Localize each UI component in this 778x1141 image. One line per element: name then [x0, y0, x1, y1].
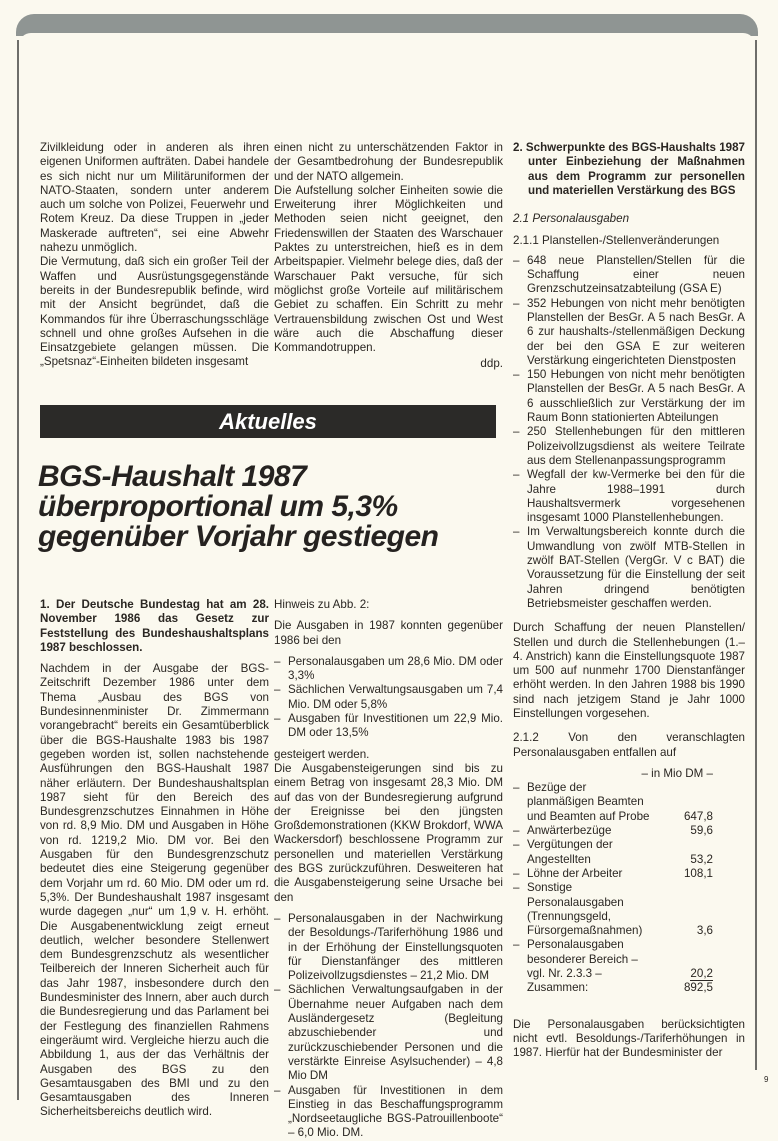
subsection-heading: 2.1.1 Planstellen-/Stellenveränderungen — [513, 234, 720, 248]
table-label: – Vergütungen der Angestellten — [513, 838, 653, 867]
position-changes-list — [513, 254, 745, 611]
table-value: 108,1 — [683, 866, 713, 880]
page-frame-left-rule — [17, 40, 19, 1100]
list-item: – Ausgaben für Investitionen in dem Einstieg in das Beschaffungsprogramm „Nordseetaugliche BGS-Patrouillenboote“ – 6,0 Mio. DM. — [274, 1084, 503, 1141]
section-banner: Aktuelles — [40, 405, 496, 438]
personnel-expenses-table — [513, 781, 713, 995]
paragraph: Die Aufstellung solcher Einheiten sowie die Erweiterung ihrer Möglichkeiten und Methoden seien nicht geeignet, den Friedenswillen der Staaten des Warschauer Paktes zu unterstreichen, hieß es in dem Arbeitspapier. Vielmehr belege dies, daß der Warschauer Pakt versuche, für sich möglichst große Vorteile auf militärischem Gebiet zu schaffen. Ein Schritt zu mehr Vertrauensbildung zwischen Ost und West wäre auch die Abschaffung dieser Kommandotruppen. — [274, 183, 503, 355]
headline-line: überproportional um 5,3% — [38, 490, 398, 523]
table-value: 3,6 — [696, 924, 713, 938]
total-label: Zusammen: — [527, 981, 589, 995]
cause-list — [274, 912, 503, 1141]
unit-label: – in Mio DM – — [641, 766, 713, 780]
paragraph: Nachdem in der Ausgabe der BGS-Zeitschrift Dezember 1986 unter dem Thema „Ausbau des BGS von Bundesinnenminister Dr. Zimmermann vorangebracht“ bereits ein Gesamtüberblick über die BGS-Haushalte 1983 bis 1987 gegeben worden ist, sollen nachstehende Ausführungen den BGS-Haushalt 1987 näher erläutern. Der Bundeshaushaltsplan 1987 sieht für den Bereich des Bundesgrenzschutzes Einnahmen in Höhe von rd. 8,9 Mio. DM und Ausgaben in Höhe von rd. 1219,2 Mio. DM vor. Bei den Ausgaben für den Bundesgrenzschutz bedeutet dies eine Steigerung gegenüber dem Vorjahr um rd. 60 Mio. DM oder um rd. 5,3%. Der Bundeshaushalt 1987 insgesamt wurde dagegen „nur“ um 1,9 v. H. erhöht. Die Ausgabenentwicklung zeigt erneut deutlich, welcher besondere Stellenwert dem Bundesgrenzschutz als wesentlicher Teilbereich der Inneren Sicherheit auch für das Jahr 1987, insbesondere durch den Bundesminister des Innern, aber auch durch die Bundesregierung und das Parlament bei der Festlegung des finanziellen Rahmens eingeräumt wird. Vergleiche hierzu auch die Abbildung 1, aus der das Verhältnis der Ausgaben des BGS zu den Gesamtausgaben des BMI und zu den Gesamtausgaben des Inneren Sicherheitsbereichs deutlich wird. — [40, 662, 269, 1119]
list-item: – Wegfall der kw-Vermerke bei den für die Jahre 1988–1991 durch Haushaltsvermerk vorgesehenen insgesamt 1000 Planstellenhebungen. — [513, 468, 745, 525]
hint-list — [274, 655, 503, 741]
list-item: – Sächlichen Verwaltungsaufgaben in der Übernahme neuer Aufgaben nach dem Ausländergesetz (Begleitung abzuschiebender und zurückzuschiebender Personen und die verstärkte Einreise Asylsuchender) – 4,8 Mio DM — [274, 983, 503, 1083]
table-label: – Löhne der Arbeiter — [513, 867, 653, 881]
article-lead: 1. Der Deutsche Bundestag hat am 28. November 1986 das Gesetz zur Feststellung des Bundeshaushaltsplans 1987 beschlossen. — [40, 598, 269, 654]
top-column-1 — [40, 141, 269, 370]
article-column-2 — [274, 598, 503, 1141]
paragraph: gesteigert werden. — [274, 747, 370, 761]
page-frame-right-rule — [755, 40, 757, 1070]
paragraph: Die Vermutung, daß sich ein großer Teil der Waffen und Ausrüstungsgegenstände bereits in der Bundesrepublik befinde, wird mit der Ansicht begründet, daß die Kommandos für ihre Überraschungsschläge schnell und ohne großes Aufsehen in die Einsatzgebiete gelangen müssen. Die „Spetsnaz“-Einheiten bildeten insgesamt — [40, 255, 269, 369]
list-item: – Im Verwaltungsbereich konnte durch die Umwandlung von zwölf MTB-Stellen in zwölf BAT-Stellen (VergGr. V c BAT) die Voraussetzung für die Einstellung der seit Jahren dringend benötigten Betriebsmeister geschaffen werden. — [513, 525, 745, 611]
source-credit: ddp. — [480, 357, 503, 371]
list-item: – Personalausgaben um 28,6 Mio. DM oder 3,3% — [274, 655, 503, 684]
table-label: – Anwärterbezüge — [513, 824, 653, 838]
hint-title: Hinweis zu Abb. 2: — [274, 598, 370, 611]
subsection-heading: 2.1.2 Von den veranschlagten Personalausgaben entfallen auf — [513, 731, 745, 759]
table-value: 20,2 — [690, 967, 713, 981]
table-label: – Sonstige Personalausgaben (Trennungsgeld, Fürsorgemaßnahmen) — [513, 881, 653, 938]
subsection-heading: 2.1 Personalausgaben — [513, 212, 630, 226]
list-item: – 250 Stellenhebungen für den mittleren Polizeivollzugsdienst als weitere Teilrate aus dem Stellenanpassungsprogramm — [513, 425, 745, 468]
paragraph: Die Ausgabensteigerungen sind bis zu einem Betrag von insgesamt 28,3 Mio. DM auf das von der Bundesregierung aufgrund der Ereignisse bei den jüngsten Großdemonstrationen (KKW Brokdorf, WWA Wackersdorf) beschlossene Programm zur personellen und materiellen Verstärkung des BGS zurückzuführen. Desweiteren hat die Ausgabensteigerung seine Ursache bei den — [274, 761, 503, 904]
table-value: 647,8 — [683, 809, 713, 823]
table-value: 59,6 — [690, 824, 713, 838]
section-heading: 2. Schwerpunkte des BGS-Haushalts 1987 unter Einbeziehung der Maßnahmen aus dem Programm zur personellen und materiellen Verstärkung des BGS — [513, 141, 745, 197]
paragraph: Zivilkleidung oder in anderen als ihren eigenen Uniformen aufträten. Dabei handele es sich nicht nur um Militäruniformen der NATO-Staaten, sondern unter anderem auch um solche von Polizei, Feuerwehr und Rotem Kreuz. Da diese Truppen in „jeder Maskerade auftreten“, sei eine Abwehr nahezu unmöglich. — [40, 141, 269, 255]
list-item: – Sächlichen Verwaltungsausgaben um 7,4 Mio. DM oder 5,8% — [274, 683, 503, 712]
list-item: – 352 Hebungen von nicht mehr benötigten Planstellen der BesGr. A 5 nach BesGr. A 6 zur haushalts-/stellenmäßigen Deckung der bei den GSA E zur weiteren Verstärkung eingerichteten Dienstposten — [513, 297, 745, 368]
page-number: 9 — [764, 1075, 769, 1084]
list-item: – Ausgaben für Investitionen um 22,9 Mio. DM oder 13,5% — [274, 712, 503, 741]
article-headline — [38, 462, 508, 552]
list-item: – 648 neue Planstellen/Stellen für die Schaffung einer neuen Grenzschutzeinsatzabteilung (GSA E) — [513, 254, 745, 297]
headline-line: BGS-Haushalt 1987 — [38, 460, 307, 493]
table-value: 53,2 — [690, 852, 713, 866]
paragraph: Die Personalausgaben berücksichtigten nicht evtl. Besoldungs-/Tariferhöhungen in 1987. Hierfür hat der Bundesminister der — [513, 1017, 745, 1060]
paragraph: Durch Schaffung der neuen Planstellen/ Stellen und durch die Stellenhebungen (1.–4. Anstrich) kann die Einstellungsquote 1987 um 500 auf nunmehr 1700 Dienstanfänger erhöht werden. In den Jahren 1988 bis 1990 sind nach jetzigem Stand je Jahr 1000 Einstellungen vorgesehen. — [513, 621, 745, 720]
list-item: – 150 Hebungen von nicht mehr benötigten Planstellen der BesGr. A 5 nach BesGr. A 6 ausschließlich zur Verstärkung der im Raum Bonn stationierten Abteilungen — [513, 368, 745, 425]
article-column-3 — [513, 141, 745, 1061]
total-value: 892,5 — [683, 981, 713, 995]
table-label: – Bezüge der planmäßigen Beamten und Beamten auf Probe — [513, 781, 653, 824]
article-column-1 — [40, 598, 269, 1120]
list-item: – Personalausgaben in der Nachwirkung der Besoldungs-/Tariferhöhung 1986 und in der Erhöhung der Einstellungsquoten für Dienstanfänger des mittleren Polizeivollzugsdienstes – 21,2 Mio. DM — [274, 912, 503, 983]
headline-line: gegenüber Vorjahr gestiegen — [38, 520, 439, 553]
paragraph: einen nicht zu unterschätzenden Faktor in der Gesamtbedrohung der Bundesrepublik und der NATO allgemein. — [274, 141, 503, 183]
page-frame-inner — [19, 33, 755, 73]
top-column-2 — [274, 141, 503, 372]
table-label: – Personalausgaben besonderer Bereich – vgl. Nr. 2.3.3 – — [513, 938, 653, 981]
paragraph: Die Ausgaben in 1987 konnten gegenüber 1986 bei den — [274, 619, 503, 647]
